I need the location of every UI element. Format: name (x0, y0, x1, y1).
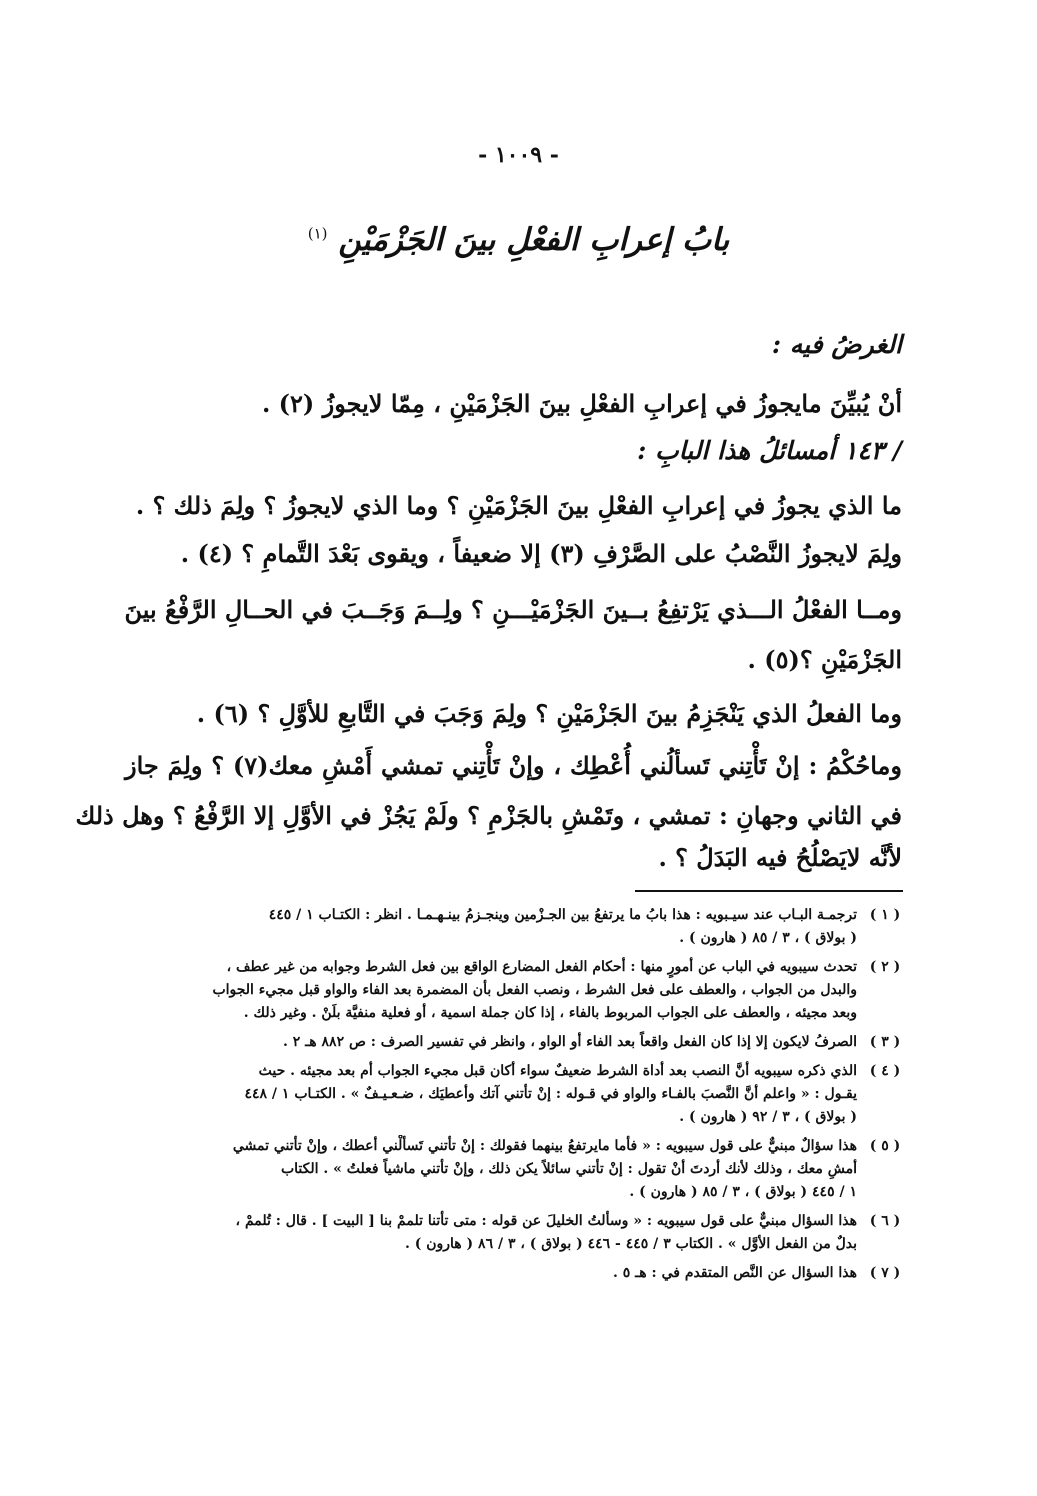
purpose-heading: الغرضُ فيه : (771, 330, 902, 359)
footnote-line: الصرفُ لايكون إلا إذا كان الفعل واقعاً بعد الفاء أو الواو ، وانظر في تفسير الصرف : ص ٨٨٢ هـ ٢ . (283, 1034, 857, 1050)
question-line: ولِمَ لايجوزُ النَّصْبُ على الصَّرْفِ (٣) إلا ضعيفاً ، ويقوى بَعْدَ التَّمامِ ؟ (٤) . (180, 539, 902, 568)
footnote-line: أمشِ معك ، وذلك لأنك أردتَ أنْ تقول : إنْ تأتني سائلاً يكن ذلك ، وإنْ تأتني ماشياً فعلتُ » . الكتاب (280, 1161, 857, 1177)
footnote-number: ( ١ ) (869, 907, 901, 923)
footnote-line: ( بولاق ) ، ٣ / ٨٥ ( هارون ) . (679, 930, 857, 946)
footnote-number: ( ٦ ) (869, 1213, 901, 1229)
footnote-line: هذا سؤالٌ مبنيٌّ على قول سيبويه : « فأما مايرتفعُ بينهما فقولك : إنْ تأتني تَسألْني أعطك ، وإنْ تأتني تمشي (232, 1138, 857, 1154)
footnote-item (130, 1031, 905, 1054)
footnote-number: ( ٣ ) (869, 1034, 901, 1050)
question-line: ومــا الفعْلُ الـــذي يَرْتفِعُ بــينَ الجَزْمَيْـــنِ ؟ ولِــمَ وَجَــبَ في الحــالِ الرَّفْعُ بينَ (124, 595, 902, 624)
question-line: الجَزْمَيْنِ ؟(٥) . (747, 645, 902, 674)
footnote-line: هذا السؤال عن النَّص المتقدم في : هـ ٥ . (613, 1265, 857, 1281)
footnote-item (130, 1210, 905, 1256)
chapter-title (130, 222, 907, 258)
question-line: وما الفعلُ الذي يَنْجَزِمُ بينَ الجَزْمَيْنِ ؟ ولِمَ وَجَبَ في التَّابعِ للأوَّلِ ؟ (٦) . (196, 699, 902, 728)
footnote-line: ( بولاق ) ، ٣ / ٩٢ ( هارون ) . (679, 1109, 857, 1125)
question-line: في الثاني وجهانِ : تمشي ، وتَمْشِ بالجَزْمِ ؟ ولَمْ يَجُزْ في الأوَّلِ إلا الرَّفْعُ ؟ وهل ذلك (75, 801, 902, 830)
footnote-item (130, 1135, 905, 1204)
footnote-number: ( ٧ ) (869, 1265, 901, 1281)
footnote-item (130, 904, 905, 950)
footnote-line: ترجمـة البـاب عند سيـبويه : هذا بابُ ما يرتفعُ بين الجـزْمين وينجـزمُ بينـهـمـا . انظر : الكتـاب ١ / ٤٤٥ (268, 907, 857, 923)
footnote-number: ( ٢ ) (869, 959, 901, 975)
footnote-line: بدلٌ من الفعل الأوَّل » . الكتاب ٣ / ٤٤٥ - ٤٤٦ ( بولاق ) ، ٣ / ٨٦ ( هارون ) . (404, 1236, 857, 1252)
footnote-item (130, 1262, 905, 1285)
purpose-line: أنْ يُبيِّنَ مايجوزُ في إعرابِ الفعْلِ بينَ الجَزْمَيْنِ ، مِمّا لايجوزُ (٢) . (261, 389, 902, 418)
chapter-title-footnote-ref: (١) (307, 224, 328, 243)
footnote-line: ١ / ٤٤٥ ( بولاق ) ، ٣ / ٨٥ ( هارون ) . (629, 1184, 857, 1200)
footnote-number: ( ٤ ) (869, 1063, 901, 1079)
footnote-divider (635, 890, 903, 892)
footnote-line: وبعد مجيئه ، والعطف على الجواب المربوط بالفاء ، إذا كان جملة اسمية ، أو فعلية منفيَّة بلَنْ . وغير ذلك . (243, 1005, 857, 1021)
footnote-item (130, 956, 905, 1025)
footnote-line: يقـول : « واعلم أنَّ النَّصبَ بالفـاء والواو في قـوله : إنْ تأتني آتك وأعطيَك ، ضـعـيـفٌ » . الكتـاب ١ / ٤٤٨ (244, 1086, 857, 1102)
footnote-line: والبدل من الجواب ، والعطف على فعل الشرط ، ونصب الفعل بأن المضمرة بعد الفاء والواو قبل مجيء الجواب (212, 982, 857, 998)
footnote-line: هذا السؤال مبنيٌّ على قول سيبويه : « وسألتُ الخليلَ عن قوله : متى تأتنا تلممْ بنا [ البيت ] . قال : تُلممْ ، (235, 1213, 857, 1229)
question-line: وماحُكْمُ : إنْ تَأْتِني تَسألُني أُعْطِك ، وإنْ تَأْتِني تمشي أَمْشِ معك(٧) ؟ ولِمَ جاز (125, 751, 902, 780)
page-number: - ١٠٠٩ - (478, 142, 559, 168)
footnote-number: ( ٥ ) (869, 1138, 901, 1154)
footnote-item (130, 1060, 905, 1129)
chapter-title-text: بابُ إعرابِ الفعْلِ بينَ الجَزْمَيْنِ (338, 222, 730, 258)
footnote-line: تحدث سيبويه في الباب عن أمورٍ منها : أحكام الفعل المضارع الواقع بين فعل الشرط وجوابه من غير عطف ، (226, 959, 857, 975)
question-line: ما الذي يجوزُ في إعرابِ الفعْلِ بينَ الجَزْمَيْنِ ؟ وما الذي لايجوزُ ؟ ولِمَ ذلك ؟ . (135, 491, 902, 520)
questions-heading: / ١٤٣ أمسائلُ هذا البابِ : (637, 436, 902, 465)
footnote-line: الذي ذكره سيبويه أنَّ النصب بعد أداة الشرط ضعيفٌ سواء أكان قبل مجيء الجواب أم بعد مجيئه . حيث (258, 1063, 857, 1079)
footnotes (130, 904, 905, 1291)
question-line: لأنَّه لايَصْلُحُ فيه البَدَلُ ؟ . (658, 843, 902, 872)
